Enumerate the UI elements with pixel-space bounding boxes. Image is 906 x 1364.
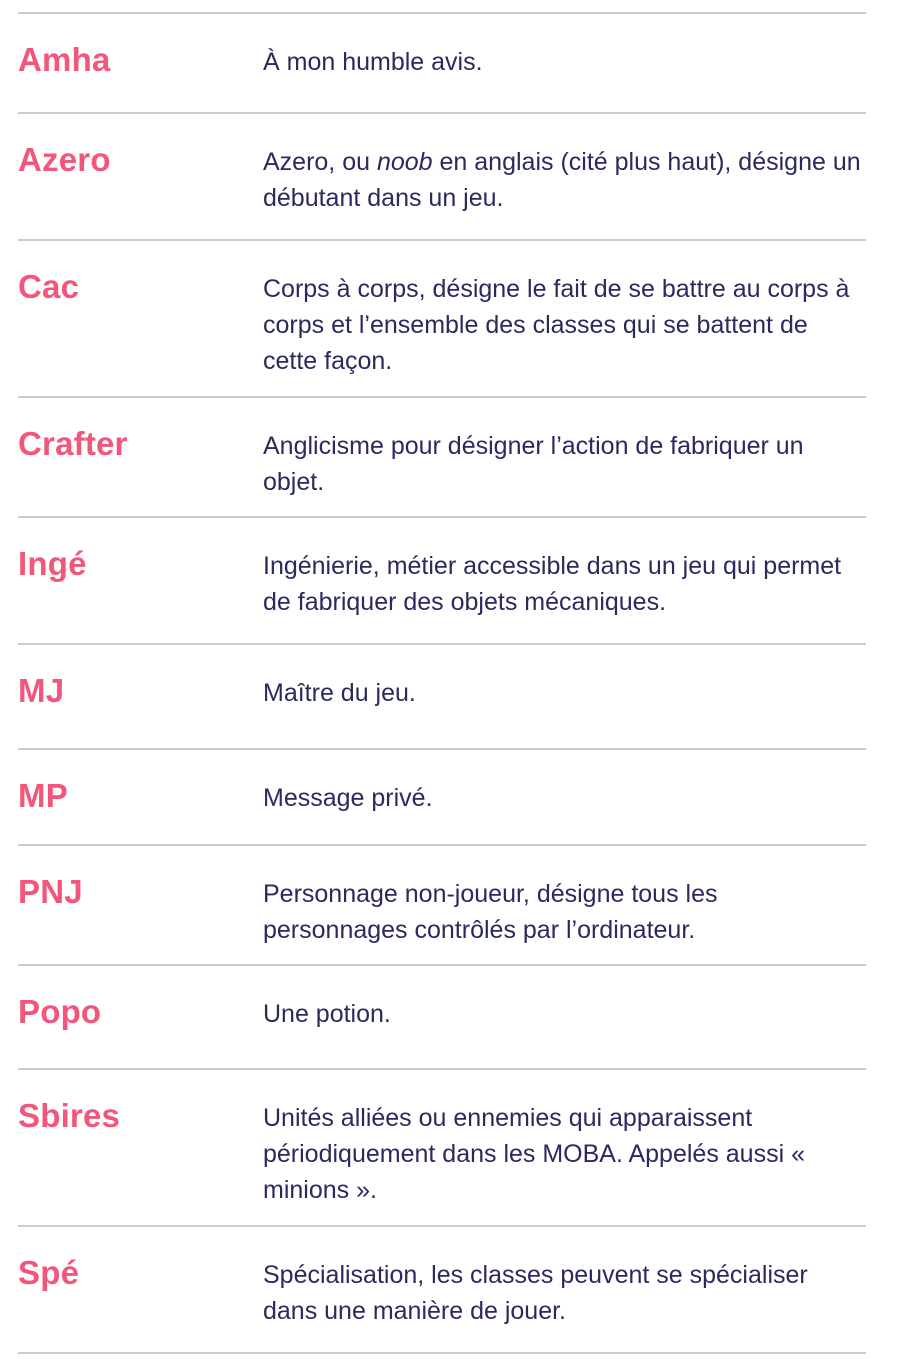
term: MJ [18, 672, 65, 709]
definition [263, 144, 863, 216]
term: MP [18, 777, 68, 814]
definition: Corps à corps, désigne le fait de se battre au corps à corps et l’ensemble des classes qui se battent de cette façon. [263, 275, 850, 375]
term: Crafter [18, 425, 128, 462]
definition-emphasis: noob [376, 148, 433, 176]
glossary-row-cac [18, 241, 866, 396]
glossary-table [18, 0, 866, 1354]
term: Spé [18, 1254, 80, 1291]
glossary-row-sbires [18, 1070, 866, 1225]
definition: Une potion. [263, 1000, 391, 1028]
definition: Anglicisme pour désigner l’action de fabriquer un objet. [263, 432, 804, 496]
glossary-row-inge [18, 518, 866, 643]
term: Azero [18, 141, 111, 178]
term: Popo [18, 993, 102, 1030]
definition: Unités alliées ou ennemies qui apparaissent périodiquement dans les MOBA. Appelés aussi « minions ». [263, 1104, 805, 1204]
definition: Message privé. [263, 784, 433, 812]
definition-part: Azero, ou [263, 148, 377, 176]
term: Amha [18, 41, 111, 78]
glossary-row-spe [18, 1227, 866, 1352]
definition: Ingénierie, métier accessible dans un jeu qui permet de fabriquer des objets mécaniques. [263, 552, 842, 616]
glossary-row-popo [18, 966, 866, 1068]
glossary-row-crafter [18, 398, 866, 516]
definition: Personnage non-joueur, désigne tous les personnages contrôlés par l’ordinateur. [263, 880, 718, 944]
glossary-row-amha [18, 14, 866, 112]
definition-part: en anglais (cité plus haut), désigne un débutant dans un jeu. [263, 148, 861, 212]
term: Cac [18, 268, 80, 305]
divider [18, 1352, 866, 1354]
definition: Maître du jeu. [263, 679, 416, 707]
term: PNJ [18, 873, 83, 910]
glossary-row-pnj [18, 846, 866, 964]
glossary-row-azero [18, 114, 866, 239]
definition: À mon humble avis. [263, 48, 483, 76]
glossary-row-mj [18, 645, 866, 748]
term: Sbires [18, 1097, 121, 1134]
glossary-row-mp [18, 750, 866, 844]
definition: Spécialisation, les classes peuvent se spécialiser dans une manière de jouer. [263, 1261, 808, 1325]
term: Ingé [18, 545, 87, 582]
